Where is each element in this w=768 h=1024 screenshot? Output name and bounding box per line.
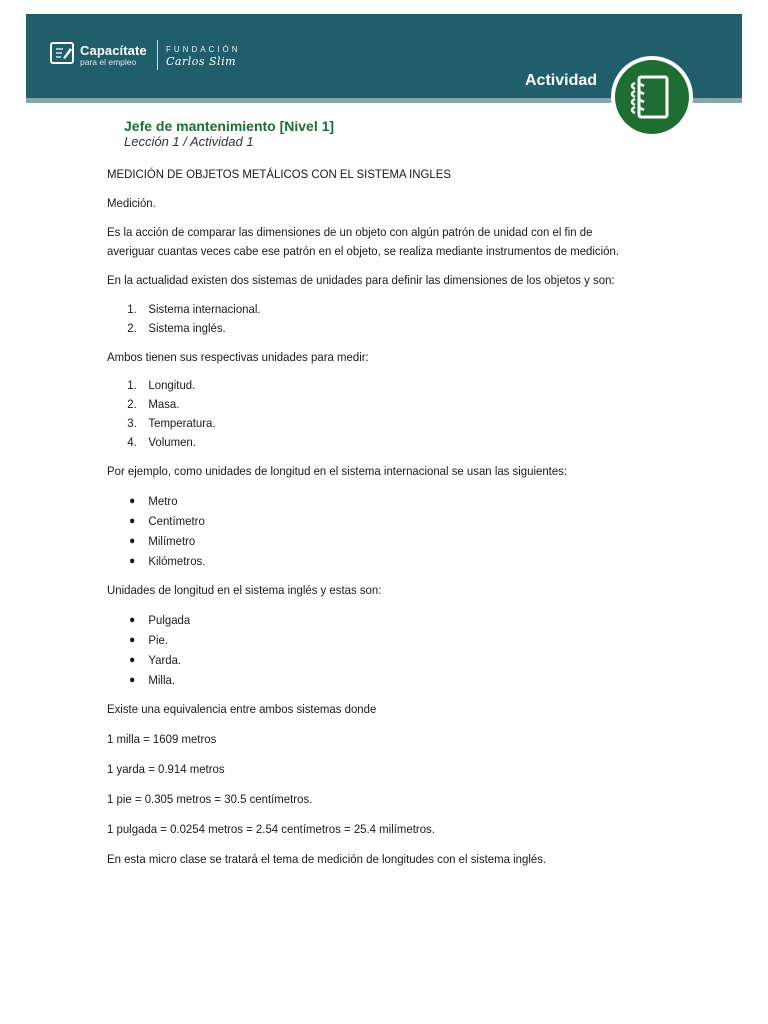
foundation-title: FUNDACIÓN [166, 45, 241, 54]
units-list [107, 376, 631, 452]
course-title: Jefe de mantenimiento [Nivel 1] [124, 118, 335, 134]
equivalence-intro: Existe una equivalencia entre ambos sistemas donde [107, 702, 377, 716]
foundation-signature: Carlos Slim [166, 55, 237, 68]
capacitate-logo-icon [50, 42, 74, 64]
brand-subtitle: para el empleo [80, 57, 137, 67]
list-item: ● Yarda. [129, 653, 182, 667]
list-item: ● Kilómetros. [129, 554, 206, 568]
notebook-badge-icon [610, 55, 694, 139]
list-item: ● Centímetro [129, 514, 205, 528]
units-intro: Ambos tienen sus respectivas unidades para medir: [107, 350, 369, 364]
list-item: 4. Volumen. [127, 435, 196, 449]
brand-title: Capacítate [80, 43, 147, 58]
equivalence-line: 1 milla = 1609 metros [107, 732, 217, 746]
list-item: ● Milla. [129, 673, 176, 687]
list-item: 2. Sistema inglés. [127, 321, 226, 335]
systems-intro: En la actualidad existen dos sistemas de unidades para definir las dimensiones de los objetos y son: [107, 273, 615, 287]
imperial-units-list [107, 611, 631, 690]
list-item: 2. Masa. [127, 397, 180, 411]
activity-label: Actividad [525, 72, 598, 89]
lesson-subtitle: Lección 1 / Actividad 1 [124, 134, 254, 149]
section-title: Medición. [107, 196, 156, 210]
document-body [107, 165, 631, 869]
equivalence-line: 1 pie = 0.305 metros = 30.5 centímetros. [107, 792, 313, 806]
si-intro: Por ejemplo, como unidades de longitud en el sistema internacional se usan las siguientes: [107, 464, 568, 478]
imperial-intro: Unidades de longitud en el sistema inglés y estas son: [107, 583, 382, 597]
si-units-list [107, 492, 631, 571]
list-item: ● Metro [129, 494, 178, 508]
brand-divider [157, 40, 158, 70]
equivalence-line: 1 yarda = 0.914 metros [107, 762, 225, 776]
systems-list [107, 300, 631, 338]
list-item: ● Pie. [129, 633, 169, 647]
list-item: ● Pulgada [129, 613, 191, 627]
document-heading: MEDICIÓN DE OBJETOS METÁLICOS CON EL SISTEMA INGLES [107, 167, 451, 181]
list-item: 1. Sistema internacional. [127, 302, 261, 316]
list-item: 3. Temperatura. [127, 416, 216, 430]
closing-paragraph: En esta micro clase se tratará el tema de medición de longitudes con el sistema inglés. [107, 852, 547, 866]
list-item: 1. Longitud. [127, 378, 196, 392]
equivalence-line: 1 pulgada = 0.0254 metros = 2.54 centímetros = 25.4 milímetros. [107, 822, 435, 836]
definition-paragraph: Es la acción de comparar las dimensiones de un objeto con algún patrón de unidad con el fin de averiguar cuantas veces cabe ese patrón en el objeto, se realiza mediante instrumentos de medición. [107, 225, 620, 258]
list-item: ● Milímetro [129, 534, 196, 548]
